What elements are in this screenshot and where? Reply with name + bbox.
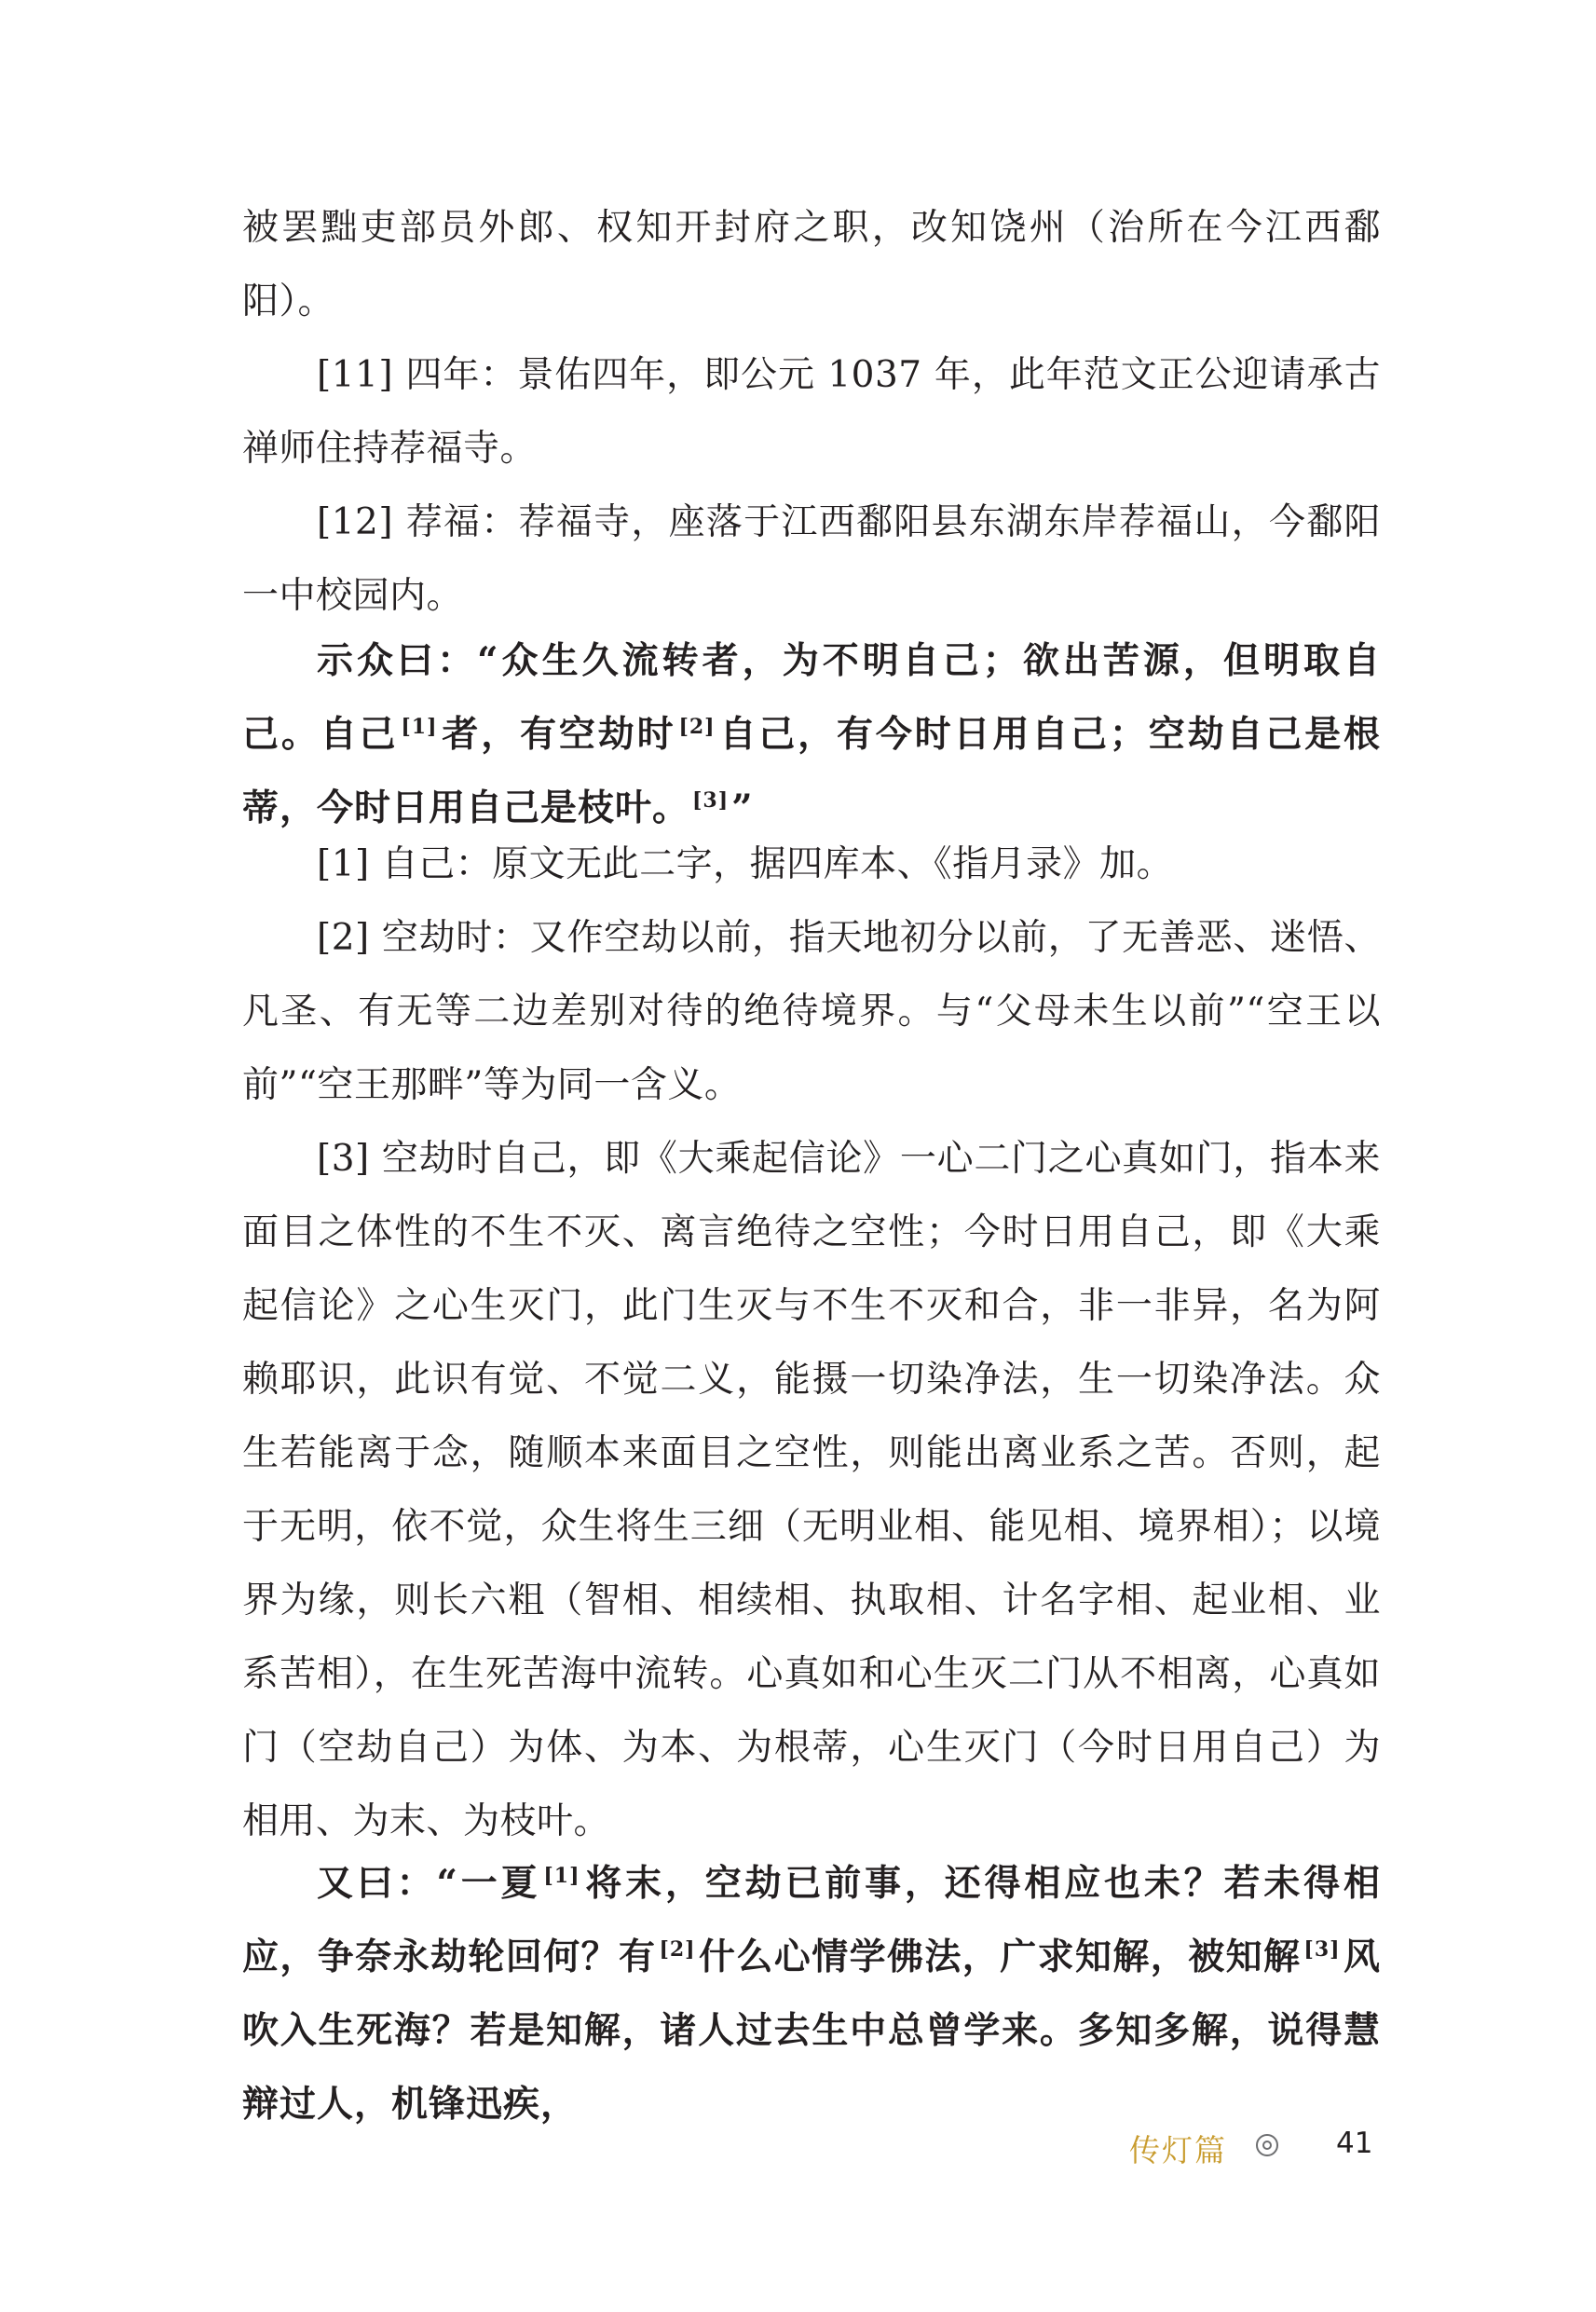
note-2: [2] 空劫时：又作空劫以前，指天地初分以前，了无善恶、迷悟、凡圣、有无等二边差别对待的绝待境界。与“父母未生以前”“空王以前”“空王那畔”等为同一含义。 [242, 917, 1381, 1106]
passage-2-part-1: 又曰：“一夏 [317, 1862, 541, 1905]
passage-2-part-2: 将末，空劫已前事，还得相应也未？若未得相应，争奈永劫轮回何？有 [242, 1862, 1381, 1978]
passage-1-part-3: 自己，有今时日用自己；空劫自己是根蒂，今时日用自己是枝叶。 [242, 713, 1381, 829]
page-number: 41 [1336, 2127, 1373, 2160]
footnote-ref-3: [3] [692, 788, 730, 813]
passage-2-part-4: 风吹入生死海？若是知解，诸人过去生中总曾学来。多知多解，说得慧辩过人，机锋迅疾， [242, 1936, 1381, 2126]
note-3: [3] 空劫时自己，即《大乘起信论》一心二门之心真如门，指本来面目之体性的不生不灭、离言绝待之空性；今时日用自己，即《大乘起信论》之心生灭门，此门生灭与不生不灭和合，非一非异，名为阿赖耶识，此识有觉、不觉二义，能摄一切染净法，生一切染净法。众生若能离于念，随顺本来面目之空性，则能出离业系之苦。否则，起于无明，依不觉，众生将生三细（无明业相、能见相、境界相）；以境界为缘，则长六粗（智相、相续相、执取相、计名字相、起业相、业系苦相），在生死苦海中流转。心真如和心生灭二门从不相离，心真如门（空劫自己）为体、为本、为根蒂，心生灭门（今时日用自己）为相用、为末、为枝叶。 [242, 1138, 1381, 1842]
passage-1-part-2: 者，有空劫时 [440, 713, 676, 756]
notes-top [242, 191, 1381, 633]
passage-2-text [242, 1847, 1381, 2141]
continued-note-line: 被罢黜吏部员外郎、权知开封府之职，改知饶州（治所在今江西鄱阳）。 [242, 207, 1381, 322]
footnote-ref-1: [1] [543, 1864, 580, 1888]
passage-1-part-1: 示众曰：“众生久流转者，为不明自己；欲出苦源，但明取自己。自己 [242, 639, 1381, 756]
page-footer [1129, 2127, 1399, 2173]
note-12: [12] 荐福：荐福寺，座落于江西鄱阳县东湖东岸荐福山，今鄱阳一中校园内。 [242, 501, 1381, 617]
passage-1-text [242, 624, 1381, 845]
note-11: [11] 四年：景佑四年，即公元 1037 年，此年范文正公迎请承古禅师住持荐福寺。 [242, 354, 1381, 470]
section-title: 传灯篇 [1129, 2132, 1227, 2168]
passage-2 [242, 1847, 1381, 2141]
footnote-ref-2: [2] [678, 715, 716, 739]
footnote-ref-1: [1] [401, 715, 438, 739]
passage-1-part-4: ” [731, 787, 754, 829]
double-circle-icon [1256, 2134, 1278, 2156]
footnote-ref-2: [2] [659, 1937, 696, 1962]
passage-1 [242, 624, 1381, 845]
note-1: [1] 自己：原文无此二字，据四库本、《指月录》加。 [317, 843, 1174, 885]
footnote-ref-3: [3] [1303, 1937, 1341, 1962]
passage-2-part-3: 什么心情学佛法，广求知解，被知解 [698, 1936, 1302, 1978]
notes-mid [242, 828, 1381, 1858]
